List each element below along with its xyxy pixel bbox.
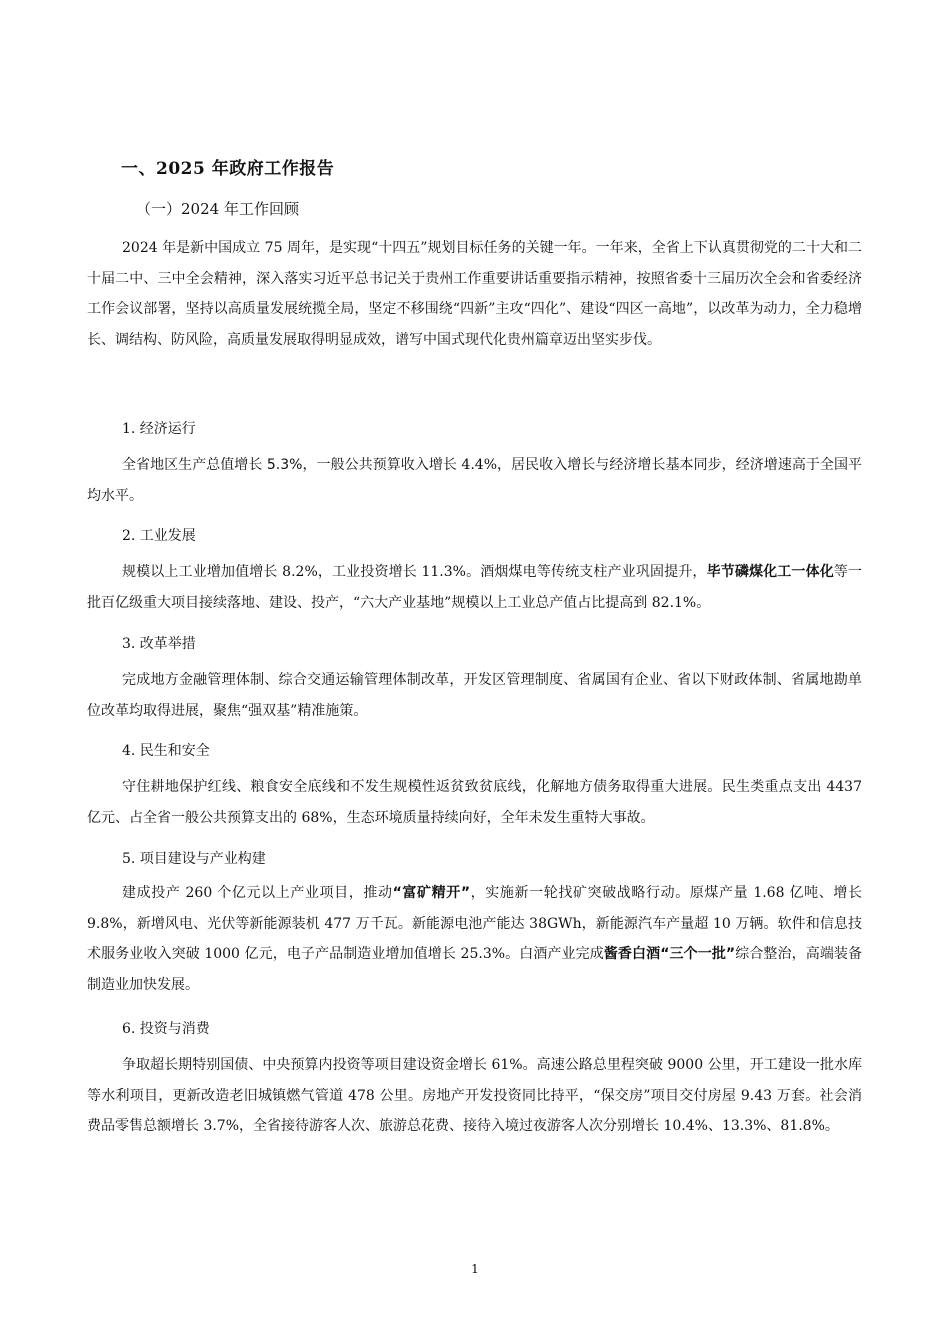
section-title-industry: 2. 工业发展 — [122, 528, 196, 544]
page-number: 1 — [471, 1262, 479, 1276]
intro-paragraph: 2024 年是新中国成立 75 周年，是实现“十四五”规划目标任务的关键一年。一年来，全省上下认真贯彻党的二十大和二十届二中、三中全会精神，深入落实习近平总书记关于贵州工作重要讲话重要指示精神，按照省委十三届历次全会和省委经济工作会议部署，坚持以高质量发展统揽全局，坚定不移围绕“四新”主攻“四化”、建设“四区一高地”，以改革为动力，全力稳增长、调结构、防风险，高质量发展取得明显成效，谱写中国式现代化贵州篇章迈出坚实步伐。 — [87, 240, 862, 348]
section-body-investment: 争取超长期特别国债、中央预算内投资等项目建设资金增长 61%。高速公路总里程突破 9000 公里，开工建设一批水库等水利项目，更新改造老旧城镇燃气管道 478 公里。房地产开发投资同比持平，“保交房”项目交付房屋 9.43 万套。社会消费品零售总额增长 3.7%，全省接待游客人次、旅游总花费、接待入境过夜游客人次分别增长 10.4%、13.3%、81.8%。 — [87, 1057, 862, 1134]
section-body-reform: 完成地方金融管理体制、综合交通运输管理体制改革，开发区管理制度、省属国有企业、省以下财政体制、省属地勘单位改革均取得进展，聚焦“强双基”精准施策。 — [87, 672, 862, 719]
heading-level-2: （一）2024 年工作回顾 — [136, 200, 299, 218]
section-title-economy: 1. 经济运行 — [122, 421, 196, 437]
section-body-projects: 建成投产 260 个亿元以上产业项目，推动“富矿精开”，实施新一轮找矿突破战略行动。原煤产量 1.68 亿吨、增长 9.8%，新增风电、光伏等新能源装机 477 万千瓦。新能源电池产能达 38GWh，新能源汽车产量超 10 万辆。软件和信息技术服务业收入突破 1000 亿元，电子产品制造业增加值增长 25.3%。白酒产业完成酱香白酒“三个一批”综合整治，高端装备制造业加快发展。 — [87, 885, 863, 993]
section-body-industry: 规模以上工业增加值增长 8.2%，工业投资增长 11.3%。酒烟煤电等传统支柱产业巩固提升，毕节磷煤化工一体化等一批百亿级重大项目接续落地、建设、投产，“六大产业基地”规模以上工业总产值占比提高到 82.1%。 — [87, 564, 863, 611]
section-body-livelihood: 守住耕地保护红线、粮食安全底线和不发生规模性返贫致贫底线，化解地方债务取得重大进展。民生类重点支出 4437 亿元、占全省一般公共预算支出的 68%，生态环境质量持续向好，全年未发生重特大事故。 — [87, 779, 862, 826]
section-title-livelihood: 4. 民生和安全 — [122, 743, 210, 759]
section-title-projects: 5. 项目建设与产业构建 — [122, 851, 266, 867]
section-title-investment: 6. 投资与消费 — [122, 1021, 210, 1037]
section-body-economy: 全省地区生产总值增长 5.3%，一般公共预算收入增长 4.4%，居民收入增长与经济增长基本同步，经济增速高于全国平均水平。 — [87, 457, 863, 504]
heading-level-1: 一、2025 年政府工作报告 — [121, 159, 335, 179]
section-title-reform: 3. 改革举措 — [122, 636, 196, 652]
